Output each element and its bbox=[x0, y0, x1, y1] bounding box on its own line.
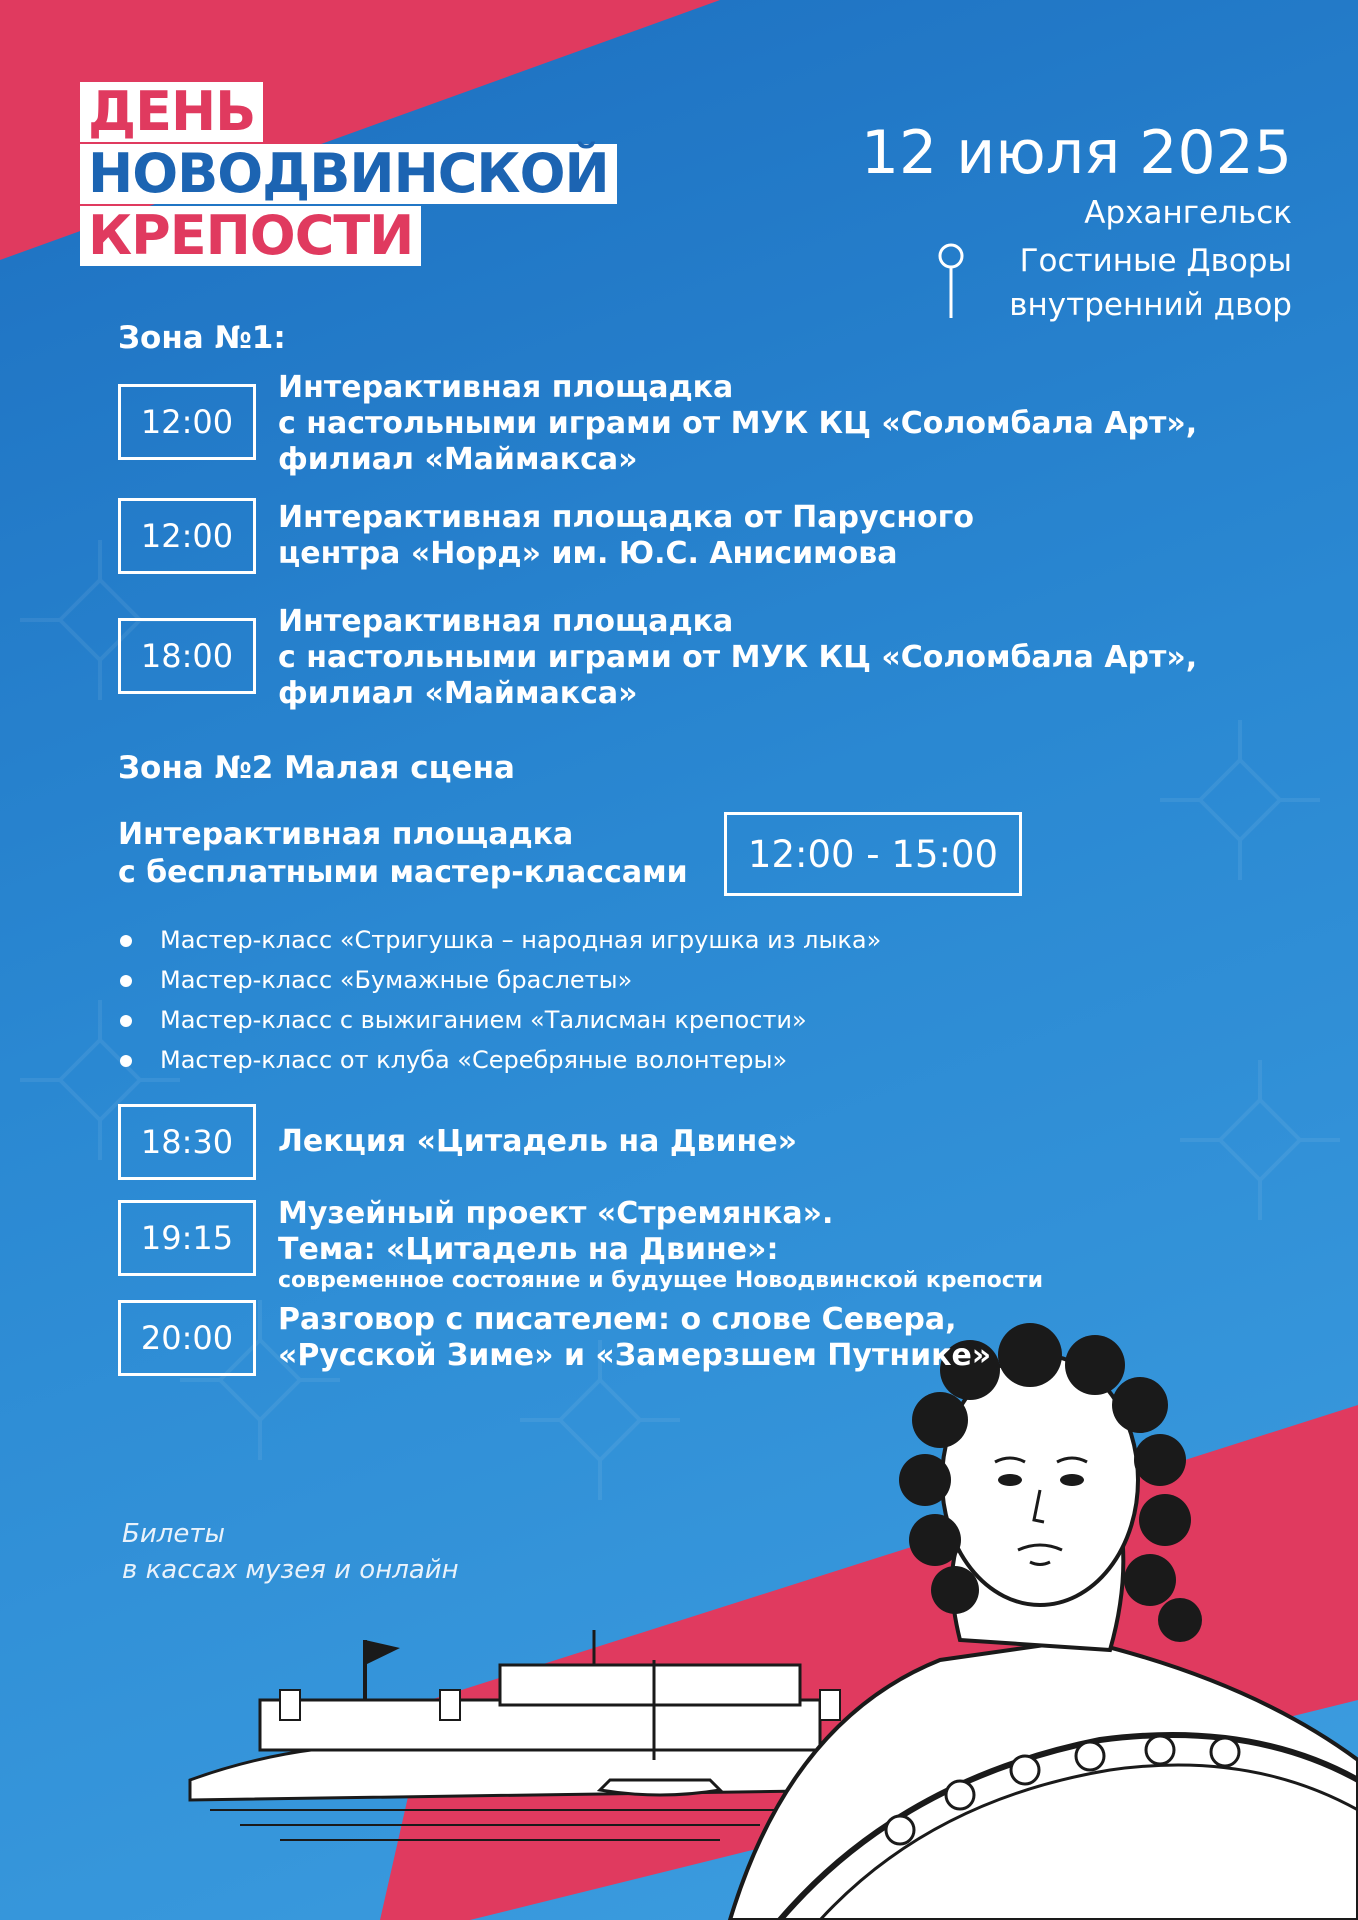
list-item-label: Мастер-класс с выжиганием «Талисман крепости» bbox=[160, 1006, 807, 1034]
time-badge: 20:00 bbox=[118, 1300, 256, 1376]
event-line: Интерактивная площадка bbox=[278, 370, 734, 405]
time-range-badge: 12:00 - 15:00 bbox=[724, 812, 1022, 896]
event-description bbox=[278, 1124, 797, 1160]
tickets-line: в кассах музея и онлайн bbox=[122, 1555, 459, 1585]
list-item bbox=[118, 920, 1018, 960]
time-badge: 12:00 bbox=[118, 384, 256, 460]
area-title-line: Интерактивная площадка bbox=[118, 817, 574, 852]
event-title bbox=[80, 82, 710, 272]
tickets-note bbox=[122, 1516, 459, 1588]
list-item-label: Мастер-класс «Бумажные браслеты» bbox=[160, 966, 633, 994]
time-badge: 12:00 bbox=[118, 498, 256, 574]
list-item bbox=[118, 1000, 1018, 1040]
tickets-line: Билеты bbox=[122, 1519, 226, 1549]
bullet-icon bbox=[120, 935, 132, 947]
venue-line-2: внутренний двор bbox=[1009, 287, 1292, 323]
list-item bbox=[118, 1040, 1018, 1080]
zone-2-title: Зона №2 Малая сцена bbox=[118, 750, 515, 786]
event-line: с настольными играми от МУК КЦ «Соломбала Арт», bbox=[278, 640, 1198, 675]
event-date: 12 июля 2025 bbox=[860, 118, 1292, 188]
event-description bbox=[278, 370, 1197, 478]
event-line: филиал «Маймакса» bbox=[278, 442, 638, 477]
event-line: Тема: «Цитадель на Двине»: bbox=[278, 1232, 779, 1267]
venue-line-1: Гостиные Дворы bbox=[1019, 243, 1292, 279]
event-line: «Русской Зиме» и «Замерзшем Путнике» bbox=[278, 1338, 992, 1373]
event-description bbox=[278, 500, 974, 572]
bullet-icon bbox=[120, 1015, 132, 1027]
title-line-3: КРЕПОСТИ bbox=[80, 206, 421, 266]
event-subtitle: современное состояние и будущее Новодвинской крепости bbox=[278, 1268, 1043, 1293]
time-badge: 19:15 bbox=[118, 1200, 256, 1276]
event-line: Лекция «Цитадель на Двине» bbox=[278, 1124, 798, 1159]
event-city: Архангельск bbox=[1084, 195, 1292, 231]
event-line: Интерактивная площадка от Парусного bbox=[278, 500, 974, 535]
title-line-1: ДЕНЬ bbox=[80, 82, 263, 142]
list-item-label: Мастер-класс от клуба «Серебряные волонтеры» bbox=[160, 1046, 788, 1074]
list-item-label: Мастер-класс «Стригушка – народная игрушка из лыка» bbox=[160, 926, 882, 954]
event-line: с настольными играми от МУК КЦ «Соломбала Арт», bbox=[278, 406, 1198, 441]
masterclass-area-title bbox=[118, 816, 688, 892]
list-item bbox=[118, 960, 1018, 1000]
event-description bbox=[278, 1302, 991, 1374]
event-line: Музейный проект «Стремянка». bbox=[278, 1196, 834, 1231]
area-title-line: с бесплатными мастер-классами bbox=[118, 855, 688, 890]
time-badge: 18:00 bbox=[118, 618, 256, 694]
event-description bbox=[278, 604, 1197, 712]
bullet-icon bbox=[120, 975, 132, 987]
title-line-2: НОВОДВИНСКОЙ bbox=[80, 144, 617, 204]
bullet-icon bbox=[120, 1055, 132, 1067]
event-line: Интерактивная площадка bbox=[278, 604, 734, 639]
event-line: филиал «Маймакса» bbox=[278, 676, 638, 711]
zone-1-title: Зона №1: bbox=[118, 320, 286, 356]
map-pin-icon bbox=[936, 240, 966, 320]
masterclass-list bbox=[118, 920, 1018, 1080]
event-description bbox=[278, 1196, 1043, 1294]
event-line: Разговор с писателем: о слове Севера, bbox=[278, 1302, 957, 1337]
event-line: центра «Норд» им. Ю.С. Анисимова bbox=[278, 536, 898, 571]
time-badge: 18:30 bbox=[118, 1104, 256, 1180]
